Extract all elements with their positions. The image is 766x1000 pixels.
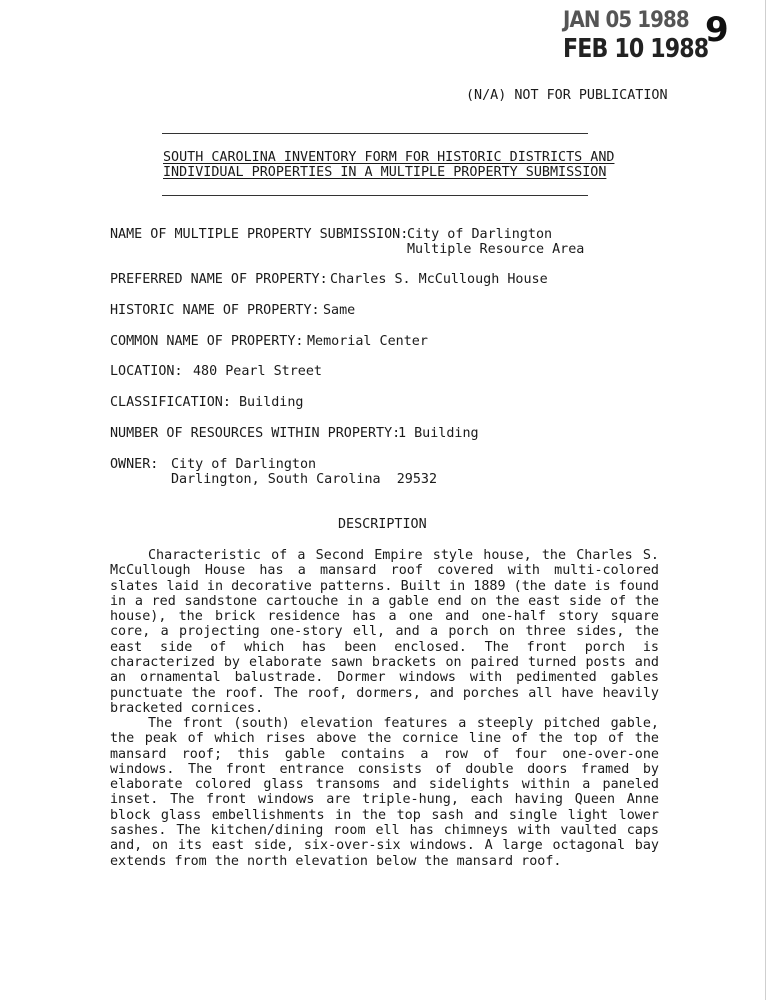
description-paragraph-1 bbox=[110, 548, 659, 716]
page-number: 9 bbox=[705, 10, 729, 50]
form-title-line2: INDIVIDUAL PROPERTIES IN A MULTIPLE PROPERTY SUBMISSION bbox=[163, 165, 607, 180]
paragraph-text: The front (south) elevation features a steeply pitched gable, the peak of which rises above the cornice line of the top of the mansard roof; this gable contains a row of four one-over-one windows. The front entrance consists of double doors framed by elaborate colored glass transoms and sidelights within a paneled inset. The front windows are triple-hung, each having Queen Anne block glass embellishments in the top sash and single light lower sashes. The kitchen/dining room ell has chimneys with vaulted caps and, on its east side, six-over-six windows. A large octagonal bay extends from the north elevation below the mansard roof. bbox=[110, 716, 659, 869]
common-name-value: Memorial Center bbox=[307, 334, 428, 349]
classification-label: CLASSIFICATION: bbox=[110, 395, 231, 410]
received-stamp: FEB 10 1988 bbox=[563, 34, 709, 64]
title-rule-bottom bbox=[162, 195, 588, 196]
description-heading: DESCRIPTION bbox=[338, 517, 427, 532]
resources-label: NUMBER OF RESOURCES WITHIN PROPERTY: bbox=[110, 426, 401, 441]
form-title-line1: SOUTH CAROLINA INVENTORY FORM FOR HISTORIC DISTRICTS AND bbox=[163, 150, 615, 165]
owner-value-line2: Darlington, South Carolina 29532 bbox=[171, 472, 438, 487]
preferred-name-label: PREFERRED NAME OF PROPERTY: bbox=[110, 272, 328, 287]
multiple-property-value-line1: City of Darlington bbox=[407, 227, 553, 242]
owner-value-line1: City of Darlington bbox=[171, 457, 317, 472]
historic-name-value: Same bbox=[323, 303, 356, 318]
publication-note: (N/A) NOT FOR PUBLICATION bbox=[466, 88, 668, 103]
preferred-name-value: Charles S. McCullough House bbox=[330, 272, 548, 287]
description-paragraph-2 bbox=[110, 716, 659, 869]
location-label: LOCATION: bbox=[110, 364, 183, 379]
resources-value: 1 Building bbox=[398, 426, 479, 441]
common-name-label: COMMON NAME OF PROPERTY: bbox=[110, 334, 304, 349]
paragraph-text: Characteristic of a Second Empire style house, the Charles S. McCullough House has a mansard roof covered with multi-colored slates laid in decorative patterns. Built in 1889 (the date is found in a red sandstone cartouche in a gable end on the east side of the house), the brick residence has a one and one-half story square core, a projecting one-story ell, and a porch on three sides, the east side of which has been enclosed. The front porch is characterized by elaborate sawn brackets on paired turned posts and an ornamental balustrade. Dormer windows with pedimented gables punctuate the roof. The roof, dormers, and porches all have heavily bracketed cornices. bbox=[110, 548, 659, 716]
title-rule-top bbox=[162, 133, 588, 134]
received-stamp-partial: JAN 05 1988 bbox=[563, 8, 689, 33]
multiple-property-label: NAME OF MULTIPLE PROPERTY SUBMISSION: bbox=[110, 227, 409, 242]
historic-name-label: HISTORIC NAME OF PROPERTY: bbox=[110, 303, 320, 318]
location-value: 480 Pearl Street bbox=[193, 364, 322, 379]
classification-value: Building bbox=[239, 395, 304, 410]
owner-label: OWNER: bbox=[110, 457, 159, 472]
multiple-property-value-line2: Multiple Resource Area bbox=[407, 242, 585, 257]
